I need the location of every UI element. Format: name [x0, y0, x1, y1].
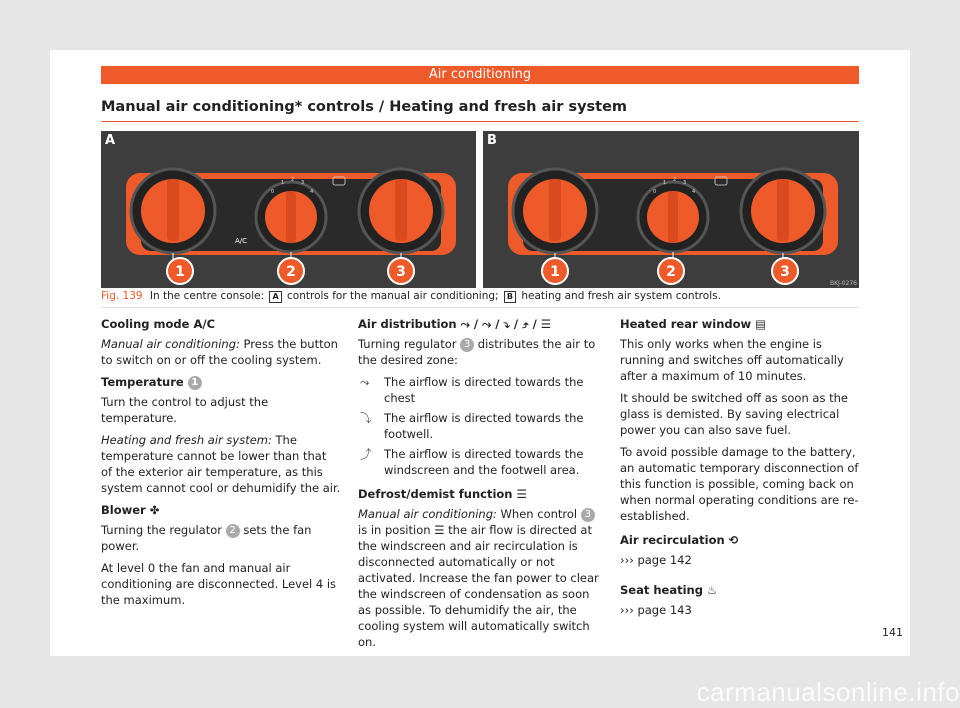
- section-header: Air conditioning: [101, 66, 859, 84]
- air-distribution-heading-text: Air distribution: [358, 317, 457, 331]
- figure-caption: [101, 290, 859, 308]
- caption-key-b: B: [504, 291, 516, 303]
- fan-level-2-a: 2: [291, 177, 295, 183]
- caption-fig-number: Fig. 139: [101, 290, 143, 302]
- dist-item-2: The airflow is directed towards the windscreen and the footwell area.: [384, 447, 584, 477]
- fan-level-1-a: 1: [281, 180, 285, 186]
- column-3: [620, 316, 860, 632]
- knob-grip-1: [167, 179, 179, 241]
- knob-grip-2: [286, 191, 296, 243]
- blower-text-2: sets the fan power.: [101, 523, 312, 553]
- callout-1-a-label: 1: [175, 264, 185, 280]
- cooling-paragraph: [101, 336, 341, 368]
- temperature-heading-text: Temperature: [101, 375, 184, 389]
- control-badge-1: 1: [188, 376, 202, 390]
- control-badge-3: 3: [460, 338, 474, 352]
- rear-window-text-1: This only works when the engine is running and switches off automatically after a maximum of 10 minutes.: [620, 337, 844, 383]
- recirculation-heading-text: Air recirculation: [620, 533, 725, 547]
- rear-window-text-3: To avoid possible damage to the battery, an automatic temporary disconnection of this function is possible, coming back on when normal operating conditions are re-established.: [620, 445, 859, 523]
- panel-b-letter: B: [487, 133, 497, 148]
- defrost-icon: ☰: [434, 523, 445, 537]
- fan-level-2-b: 2: [673, 177, 677, 183]
- rear-window-heading: [620, 316, 860, 332]
- blower-heading: [101, 502, 341, 518]
- column-1: [101, 316, 341, 614]
- blower-paragraph: [101, 522, 341, 554]
- defrost-text-3: the air flow is directed at the windscreen and air recirculation is disconnected automatically or not activated. Increase the fan power to clear the windscreen of condensation as soon as possible. To dehumidify the air, the cooling system will automatically switch on.: [358, 523, 599, 649]
- dist-text-2: distributes the air to the desired zone:: [358, 337, 596, 367]
- dist-text-1: Turning regulator: [358, 337, 461, 351]
- windscreen-foot-airflow-icon: ⤴: [360, 447, 372, 461]
- fan-level-0-a: 0: [271, 189, 275, 195]
- defrost-paragraph: [358, 506, 603, 650]
- dist-sep-3: /: [509, 317, 523, 331]
- fan-level-3-b: 3: [683, 180, 687, 186]
- fan-level-1-b: 1: [663, 180, 667, 186]
- blower-text-1: Turning the regulator: [101, 523, 226, 537]
- page-number: 141: [882, 626, 903, 639]
- panel-b-illustration: [483, 131, 859, 288]
- cooling-heading: Cooling mode A/C: [101, 317, 216, 331]
- defrost-icon: ☰: [540, 317, 552, 331]
- air-distribution-heading: [358, 316, 603, 332]
- fan-level-4-b: 4: [692, 189, 696, 195]
- caption-text-2: controls for the manual air conditioning;: [287, 290, 499, 302]
- control-badge-2: 2: [226, 524, 240, 538]
- seat-heating-heading-text: Seat heating: [620, 583, 703, 597]
- chest-airflow-icon: ⤳: [360, 375, 370, 389]
- dist-item-0: The airflow is directed towards the chest: [384, 375, 584, 405]
- recirculation-page-link[interactable]: ››› page 142: [620, 553, 692, 567]
- callout-2-a-label: 2: [286, 264, 296, 280]
- knob-grip-1-b: [549, 179, 561, 241]
- rear-window-text-2: It should be switched off as soon as the glass is demisted. By saving electrical power you can also save fuel.: [620, 391, 848, 437]
- caption-key-a: A: [269, 291, 281, 303]
- heating-text: The temperature cannot be lower than that of the exterior air temperature, as this system cannot cool or dehumidify the air.: [101, 433, 341, 495]
- defrost-icon: ☰: [516, 487, 527, 501]
- dist-item-1: The airflow is directed towards the footwell.: [384, 411, 584, 441]
- defrost-heading-text: Defrost/demist function: [358, 487, 513, 501]
- defrost-text-2: is in position: [358, 523, 435, 537]
- caption-text-3: heating and fresh air system controls.: [521, 290, 721, 302]
- callout-2-b-label: 2: [666, 264, 676, 280]
- defrost-text-1: When control: [496, 507, 581, 521]
- rear-window-heater-icon: ▤: [755, 317, 767, 331]
- knob-grip-2-b: [668, 191, 678, 243]
- distribution-item-chest: [358, 374, 603, 406]
- panel-a: [101, 131, 476, 288]
- defrost-heading: [358, 486, 603, 502]
- rear-window-heading-text: Heated rear window: [620, 317, 752, 331]
- windscreen-foot-airflow-icon: ⤴: [522, 317, 529, 331]
- chest-airflow-icon: ⤳: [460, 317, 470, 331]
- defrost-italic: Manual air conditioning:: [358, 507, 497, 521]
- seat-heating-heading: [620, 582, 860, 598]
- panel-a-letter: A: [105, 133, 116, 148]
- distribution-item-windscreen: [358, 446, 603, 478]
- dist-sep-1: /: [469, 317, 483, 331]
- chest-foot-airflow-icon: ⤳: [482, 317, 492, 331]
- knob-grip-3-b: [777, 179, 789, 241]
- cooling-italic: Manual air conditioning:: [101, 337, 240, 351]
- column-2: [358, 316, 603, 656]
- blower-levels-text: At level 0 the fan and manual air conditioning are disconnected. Level 4 is the maximum.: [101, 561, 337, 607]
- dist-sep-4: /: [528, 317, 541, 331]
- panel-b: [483, 131, 859, 288]
- title-divider: [101, 121, 859, 122]
- callout-3-a-label: 3: [396, 264, 406, 280]
- foot-airflow-icon: ⤵: [503, 317, 510, 331]
- watermark: carmanualsonline.info: [696, 677, 960, 707]
- heating-paragraph: [101, 432, 341, 496]
- fan-level-3-a: 3: [301, 180, 305, 186]
- figure-code: BKJ-0276: [829, 280, 857, 287]
- foot-airflow-icon: ⤵: [360, 411, 372, 425]
- dist-sep-2: /: [491, 317, 504, 331]
- callout-1-b-label: 1: [550, 264, 560, 280]
- recirculation-heading: [620, 532, 860, 548]
- control-badge-3-defrost: 3: [581, 508, 595, 522]
- fan-level-0-b: 0: [653, 189, 657, 195]
- blower-heading-text: Blower: [101, 503, 146, 517]
- seat-heating-icon: ♨: [706, 583, 718, 597]
- panel-a-illustration: [101, 131, 476, 288]
- distribution-paragraph: [358, 336, 603, 368]
- heating-italic: Heating and fresh air system:: [101, 433, 272, 447]
- seat-heating-page-link[interactable]: ››› page 143: [620, 603, 692, 617]
- recirculation-icon: ⟲: [728, 533, 739, 547]
- knob-grip-3: [395, 179, 407, 241]
- temperature-text: Turn the control to adjust the temperature.: [101, 395, 269, 425]
- ac-button-label: A/C: [234, 237, 248, 245]
- callout-3-b-label: 3: [780, 264, 790, 280]
- temperature-heading: [101, 374, 341, 390]
- page-title: Manual air conditioning* controls / Heating and fresh air system: [101, 99, 628, 115]
- cooling-text: Press the button to switch on or off the cooling system.: [101, 337, 338, 367]
- caption-text-1: In the centre console:: [149, 290, 265, 302]
- fan-icon: ✤: [149, 503, 160, 517]
- figure-139: [101, 131, 859, 288]
- fan-level-4-a: 4: [310, 189, 314, 195]
- distribution-item-footwell: [358, 410, 603, 442]
